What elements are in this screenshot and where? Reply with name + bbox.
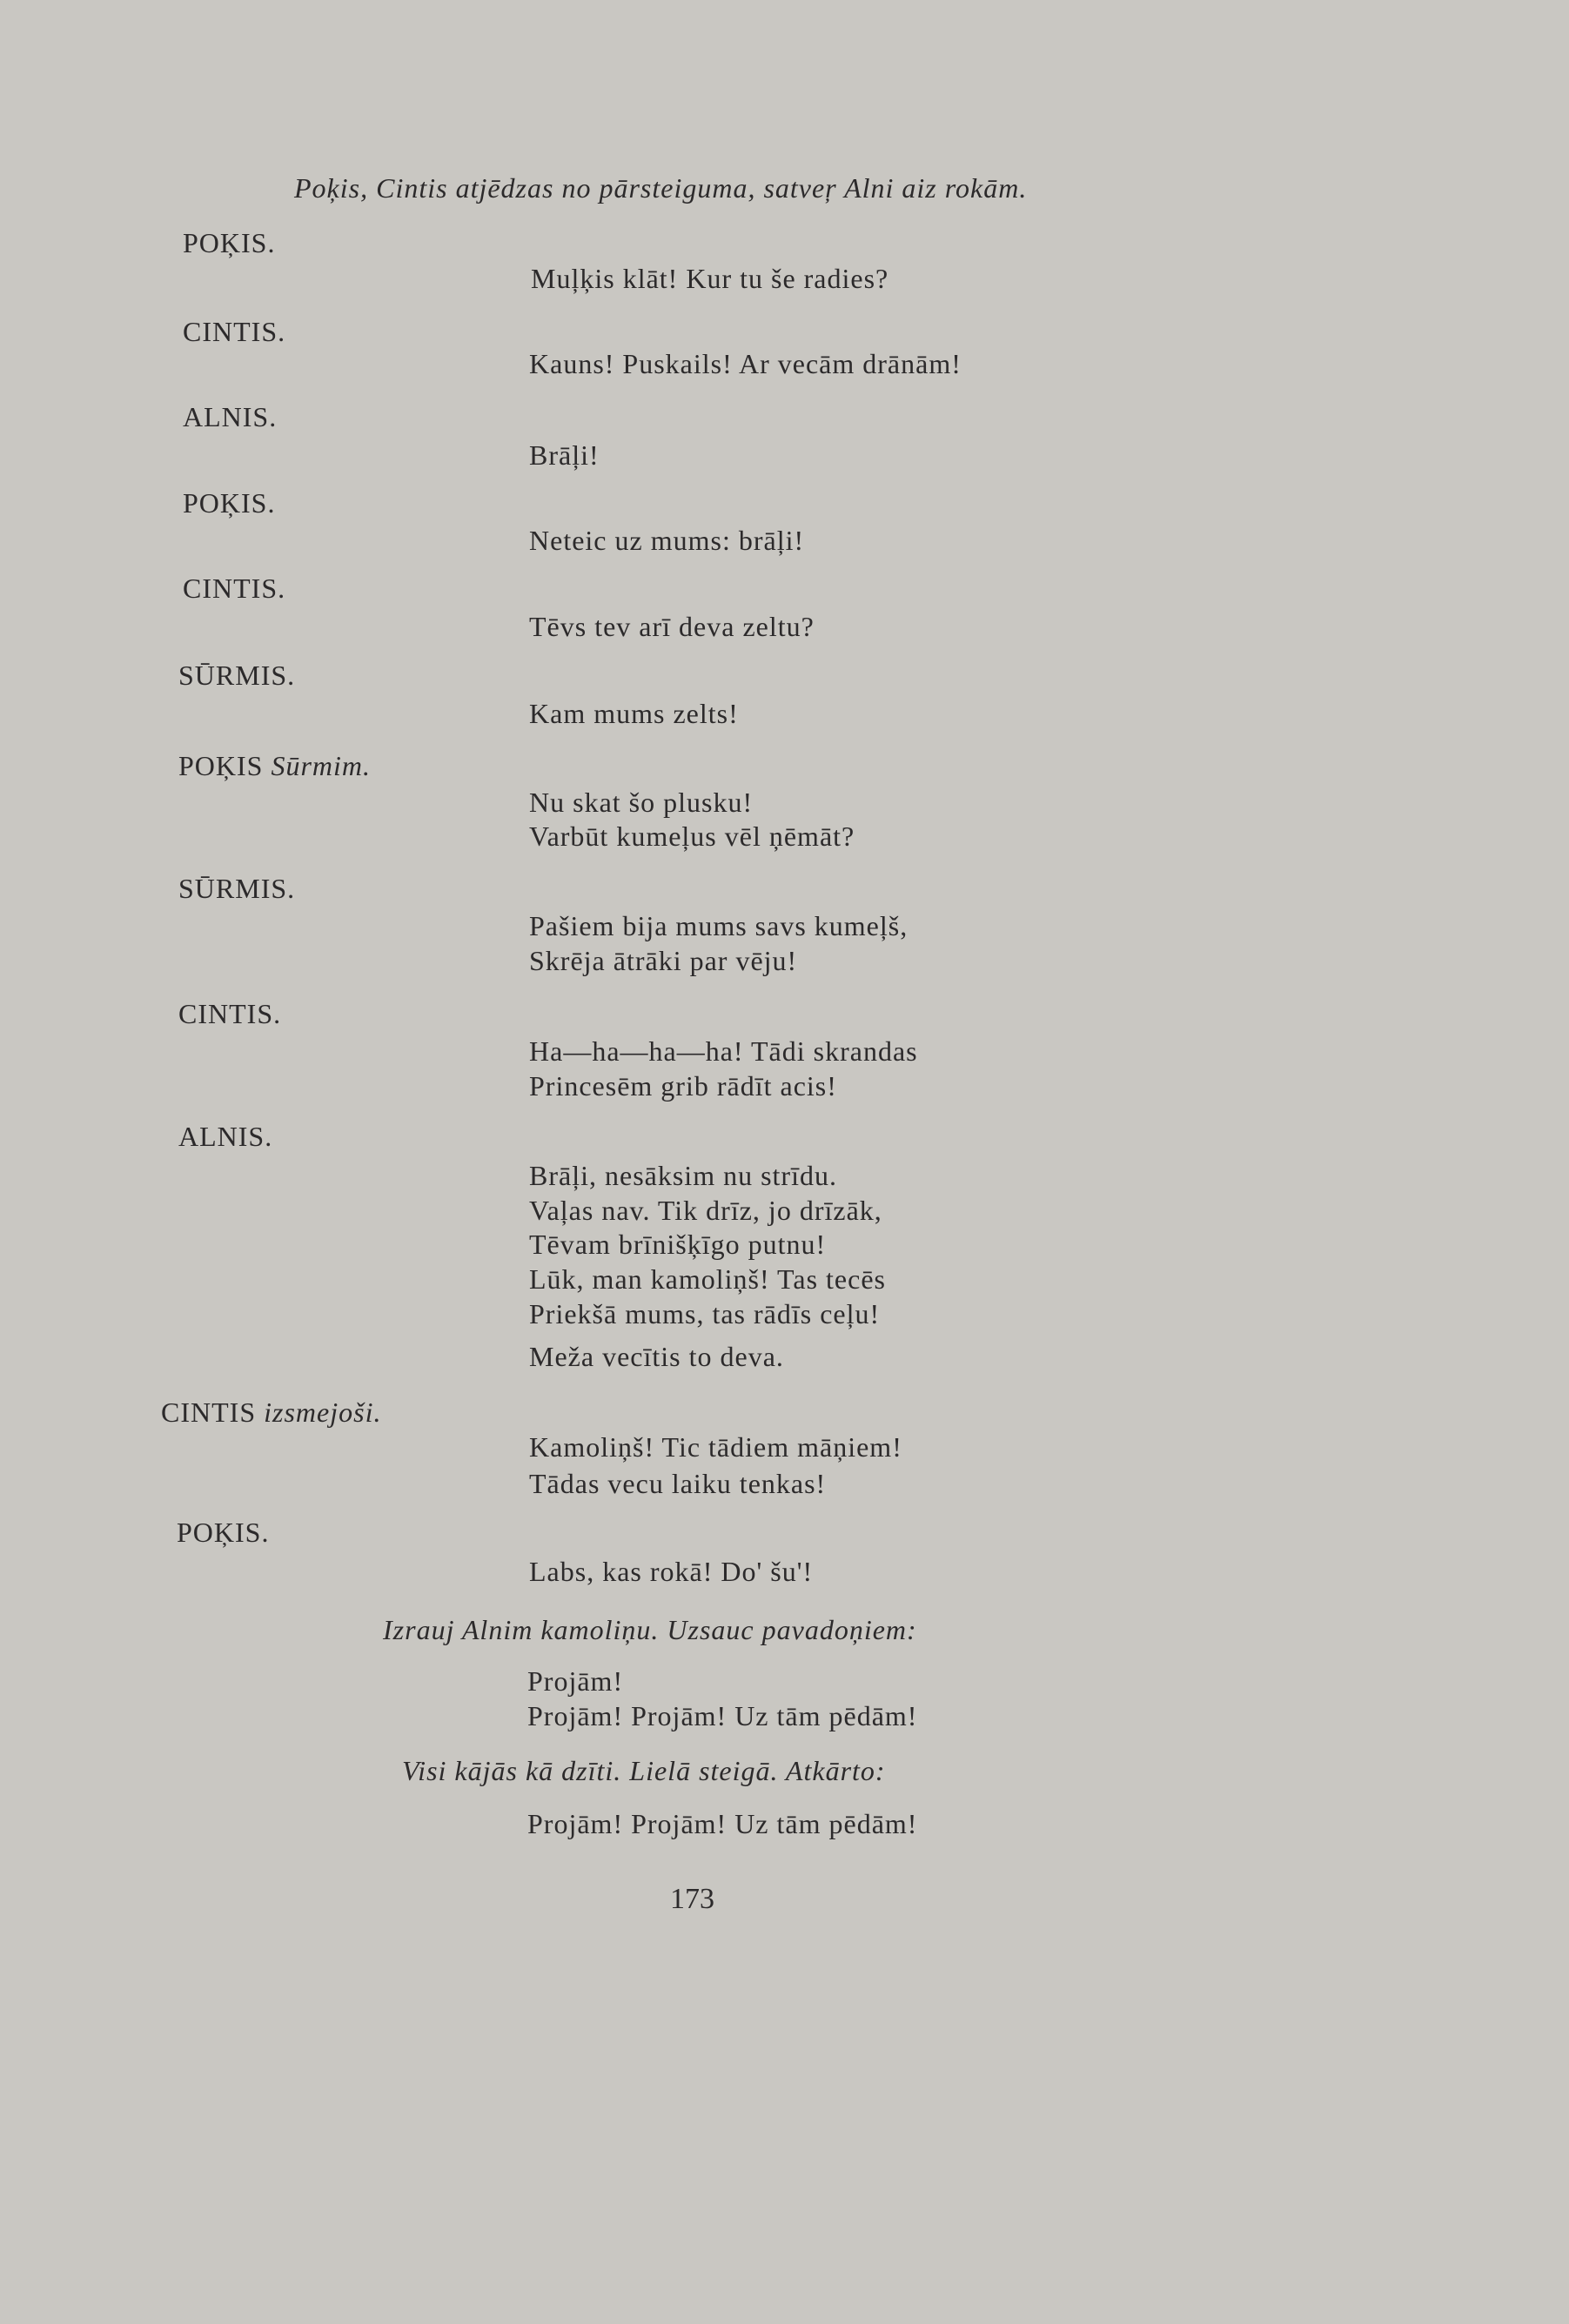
dialogue-line: Muļķis klāt! Kur tu še radies? <box>531 263 889 294</box>
dialogue-line: Varbūt kumeļus vēl ņēmāt? <box>529 820 855 852</box>
speaker-name: ALNIS. <box>183 401 278 432</box>
stage-direction: Poķis, Cintis atjēdzas no pārsteiguma, satveŗ Alni aiz rokām. <box>294 172 1028 204</box>
dialogue-line: Ha—ha—ha—ha! Tādi skrandas <box>529 1035 918 1067</box>
speaker-name: CINTIS. <box>183 573 286 604</box>
dialogue-line: Priekšā mums, tas rādīs ceļu! <box>529 1298 881 1329</box>
speaker-name: POĶIS. <box>183 227 276 258</box>
speaker-name: POĶIS. <box>177 1517 270 1548</box>
speaker-name <box>161 1395 381 1430</box>
dialogue-line: Pašiem bija mums savs kumeļš, <box>529 910 909 941</box>
speaker-name-text: CINTIS <box>161 1396 257 1428</box>
dialogue-line: Tēvs tev arī deva zeltu? <box>529 611 815 642</box>
page-number: 173 <box>670 1883 714 1915</box>
speaker-name: POĶIS. <box>183 487 276 519</box>
dialogue-line: Skrēja ātrāki par vēju! <box>529 945 798 976</box>
dialogue-line: Projām! Projām! Uz tām pēdām! <box>527 1808 918 1839</box>
speaker-note: Sūrmim. <box>271 750 372 781</box>
speaker-name: SŪRMIS. <box>178 660 296 691</box>
dialogue-line: Neteic uz mums: brāļi! <box>529 525 805 556</box>
dialogue-line: Brāļi! <box>529 439 600 471</box>
stage-direction: Izrauj Alnim kamoliņu. Uzsauc pavadoņiem: <box>383 1614 917 1645</box>
dialogue-line: Vaļas nav. Tik drīz, jo drīzāk, <box>529 1195 882 1226</box>
dialogue-line: Princesēm grib rādīt acis! <box>529 1070 837 1102</box>
speaker-name: CINTIS. <box>183 316 286 347</box>
dialogue-line: Tādas vecu laiku tenkas! <box>529 1468 827 1499</box>
dialogue-line: Nu skat šo plusku! <box>529 787 754 818</box>
speaker-name-text: POĶIS <box>178 750 264 781</box>
dialogue-line: Labs, kas rokā! Do' šu'! <box>529 1556 814 1587</box>
dialogue-line: Meža vecītis to deva. <box>529 1341 784 1372</box>
speaker-name <box>178 748 371 783</box>
dialogue-line: Lūk, man kamoliņš! Tas tecēs <box>529 1263 886 1295</box>
dialogue-line: Tēvam brīnišķīgo putnu! <box>529 1229 827 1260</box>
dialogue-line: Kamoliņš! Tic tādiem māņiem! <box>529 1431 902 1463</box>
dialogue-line: Projām! Projām! Uz tām pēdām! <box>527 1700 918 1731</box>
speaker-name: ALNIS. <box>178 1121 273 1152</box>
stage-direction: Visi kājās kā dzīti. Lielā steigā. Atkārto: <box>402 1755 886 1786</box>
dialogue-line: Kam mums zelts! <box>529 698 739 729</box>
speaker-note: izsmejoši. <box>264 1396 382 1428</box>
speaker-name: SŪRMIS. <box>178 873 296 904</box>
dialogue-line: Projām! <box>527 1665 624 1697</box>
dialogue-line: Brāļi, nesāksim nu strīdu. <box>529 1160 837 1191</box>
dialogue-line: Kauns! Puskails! Ar vecām drānām! <box>529 348 962 379</box>
speaker-name: CINTIS. <box>178 998 282 1029</box>
